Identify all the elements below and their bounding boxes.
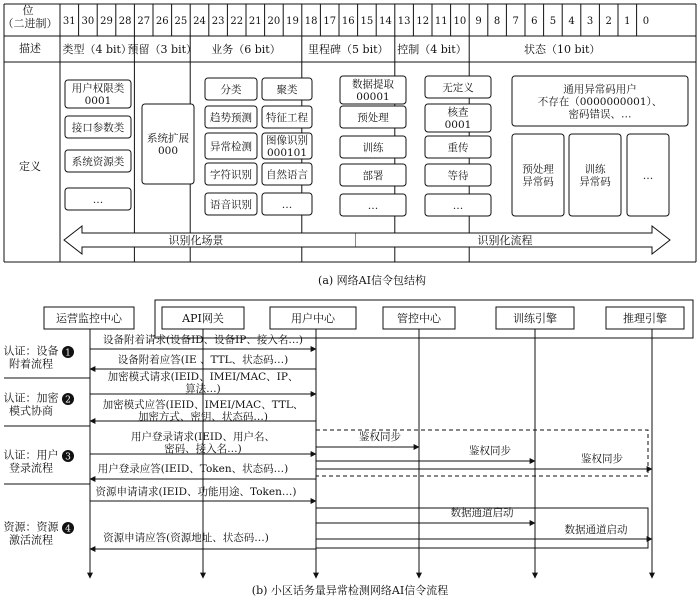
type-item-1-label: 接口参数类: [71, 121, 125, 134]
phase-0-number: 1: [65, 348, 71, 359]
entity-2-label: 用户中心: [291, 312, 335, 325]
bit-2: 2: [605, 16, 612, 27]
phase-3-label: 资源：资源激活流程: [3, 520, 59, 547]
definition-row-label: 定义: [19, 160, 41, 173]
definition-boxes: [65, 76, 688, 216]
entities: [44, 307, 684, 329]
bit-5: 5: [549, 16, 557, 27]
bit-28: 28: [118, 16, 132, 27]
message-11-label: 数据通道启动: [564, 524, 628, 536]
section-business-header: 业务（6 bit）: [211, 43, 281, 56]
bit-25: 25: [174, 16, 188, 27]
bit-4: 4: [568, 16, 575, 27]
message-12-label: 资源申请应答(资源地址、状态码…): [103, 532, 269, 544]
bit-23: 23: [211, 16, 225, 27]
section-milestone-header: 里程碑（5 bit）: [308, 43, 389, 56]
phase-1-label: 认证：加密模式协商: [3, 391, 59, 418]
bit-header-row: [63, 16, 649, 27]
entity-3-label: 管控中心: [397, 312, 441, 325]
bit-18: 18: [304, 16, 318, 27]
bit-22: 22: [230, 16, 244, 27]
process-arrow: [356, 226, 670, 254]
scenario-arrow-label: 识别化场景: [168, 234, 224, 247]
business-item-6-label: 字符识别: [210, 168, 252, 181]
bit-15: 15: [360, 16, 374, 27]
milestone-item-3-label: 部署: [362, 169, 384, 182]
business-item-7-label: 自然语言: [266, 168, 308, 181]
type-item-3-label: …: [92, 193, 104, 206]
message-1-label: 设备附着应答(IE 、TTL、状态码…): [117, 354, 289, 366]
status-item-3-label: …: [642, 169, 654, 182]
status-item-0-label: 通用异常码用户不存在（0000000001）、密码错误、…: [537, 83, 663, 121]
section-headers: [62, 42, 600, 56]
bit-19: 19: [286, 16, 299, 27]
status-item-2-label: 训练异常码: [579, 163, 611, 188]
entity-4-label: 训练引擎: [513, 312, 557, 325]
bit-31: 31: [62, 16, 76, 27]
description-row-label: 描述: [19, 42, 41, 55]
message-8-label: 用户登录应答(IEID、Token、状态码…): [97, 463, 289, 475]
control-item-1-label: 核查 0001: [444, 106, 472, 131]
control-item-3-label: 等待: [447, 169, 469, 182]
business-item-0-label: 分类: [220, 83, 242, 96]
section-control-header: 控制（4 bit）: [397, 43, 467, 56]
milestone-item-0-label: 数据提取 00001: [352, 78, 394, 103]
section-reserved-header: 预留（3 bit）: [127, 43, 198, 56]
bit-1: 1: [624, 16, 631, 27]
scenario-arrow: [64, 226, 356, 254]
message-2-label: 加密模式请求(IEID、IMEI/MAC、IP、算法…): [107, 371, 299, 395]
entity-1-label: API网关: [182, 312, 224, 325]
process-arrow-label: 识别化流程: [477, 234, 533, 247]
bit-14: 14: [379, 16, 392, 27]
status-item-1-label: 预处理异常码: [522, 163, 554, 188]
bit-13: 13: [397, 16, 411, 27]
bit-10: 10: [453, 16, 467, 27]
business-item-9-label: …: [281, 198, 293, 211]
business-item-4-label: 异常检测: [210, 140, 252, 153]
milestone-item-4-label: …: [367, 199, 379, 212]
message-9-label: 资源申请请求(IEID、功能用途、Token…): [95, 486, 297, 498]
bit-6: 6: [531, 16, 538, 27]
business-item-1-label: 聚类: [276, 83, 298, 96]
bit-29: 29: [100, 16, 113, 27]
bit-30: 30: [81, 16, 95, 27]
entity-0-label: 运营监控中心: [56, 312, 122, 325]
messages: [90, 333, 652, 549]
control-item-2-label: 重传: [447, 141, 469, 154]
milestone-item-1-label: 预处理: [357, 111, 389, 124]
bit-header-label: 位（二进制）: [2, 4, 58, 30]
caption-b: (b) 小区话务量异常检测网络AI信令流程: [251, 584, 449, 597]
message-4-label: 用户登录请求(IEID、用户名、密码、接入名…): [131, 431, 275, 455]
bit-24: 24: [193, 16, 206, 27]
signaling-packet-table: [3, 4, 697, 262]
phase-2-label: 认证：用户登录流程: [3, 448, 59, 475]
reserved-item-label: 系统扩展 000: [147, 132, 189, 157]
bit-26: 26: [155, 16, 169, 27]
message-7-label: 鉴权同步: [581, 453, 623, 465]
bit-21: 21: [248, 16, 262, 27]
business-item-3-label: 特征工程: [266, 111, 308, 124]
milestone-item-2-label: 训练: [362, 141, 384, 154]
bit-0: 0: [642, 16, 650, 27]
phase-2-number: 3: [65, 452, 71, 463]
phase-1-number: 2: [65, 395, 71, 406]
bit-17: 17: [323, 16, 337, 27]
phase-3-number: 4: [65, 524, 71, 535]
business-item-8-label: 语音识别: [210, 198, 252, 211]
bit-20: 20: [267, 16, 281, 27]
signaling-flow-diagram: [4, 300, 694, 578]
entity-5-label: 推理引擎: [623, 312, 667, 325]
caption-a: (a) 网络AI信令包结构: [318, 274, 426, 287]
section-status-header: 状态（10 bit）: [523, 43, 601, 56]
phases: [4, 344, 75, 547]
business-item-5-label: 图像识别 000101: [266, 134, 308, 159]
bit-11: 11: [434, 16, 448, 27]
control-item-4-label: …: [452, 199, 464, 212]
bit-8: 8: [493, 16, 501, 27]
bit-27: 27: [137, 16, 151, 27]
message-6-label: 鉴权同步: [469, 445, 511, 457]
type-item-0-label: 用户权限类 0001: [71, 82, 125, 107]
message-0-label: 设备附着请求(设备ID、设备IP、接入名…): [103, 334, 303, 346]
message-10-label: 数据通道启动: [450, 507, 514, 519]
message-5-label: 鉴权同步: [359, 431, 401, 443]
bit-9: 9: [475, 16, 482, 27]
bit-7: 7: [512, 16, 519, 27]
type-item-2-label: 系统资源类: [71, 155, 125, 168]
message-3-label: 加密模式应答(IEID、IMEI/MAC、TTL、加密方式、密钥、状态码…): [102, 399, 304, 423]
control-item-0-label: 无定义: [442, 81, 474, 94]
phase-0-label: 认证：设备附着流程: [3, 344, 59, 371]
bit-16: 16: [341, 16, 355, 27]
bit-12: 12: [416, 16, 430, 27]
bit-3: 3: [586, 16, 594, 27]
section-type-header: 类型（4 bit）: [62, 43, 132, 56]
business-item-2-label: 趋势预测: [210, 111, 252, 124]
